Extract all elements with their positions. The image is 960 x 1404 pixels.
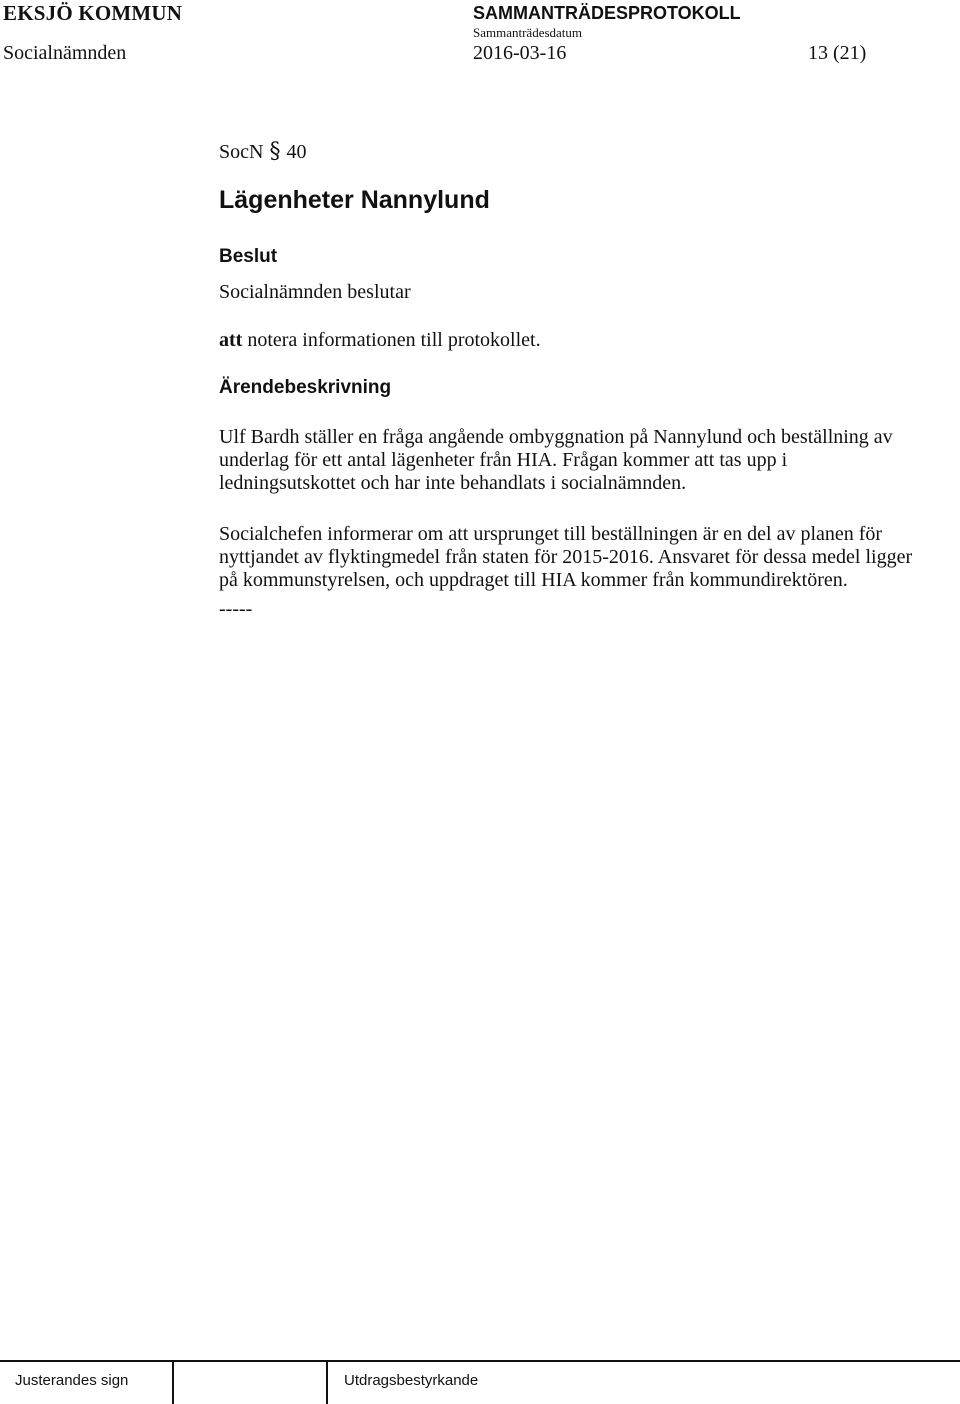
footer-divider <box>0 1360 960 1362</box>
section-ref-number: 40 <box>286 141 307 163</box>
decision-intro: Socialnämnden beslutar <box>219 281 411 303</box>
paragraph-line: på kommunstyrelsen, och uppdraget till HIA kommer från kommundirektören. <box>219 569 848 591</box>
footer-separator <box>326 1361 328 1404</box>
decision-heading: Beslut <box>219 246 278 267</box>
meeting-date: 2016-03-16 <box>473 42 567 64</box>
committee-name: Socialnämnden <box>3 42 127 64</box>
description-paragraph-2 <box>219 523 912 592</box>
decision-point <box>219 329 541 352</box>
section-ref-prefix: SocN <box>219 141 264 163</box>
document-type: SAMMANTRÄDESPROTOKOLL <box>473 3 741 23</box>
description-paragraph-1 <box>219 426 893 495</box>
footer-separator <box>172 1361 174 1404</box>
extract-certification-label: Utdragsbestyrkande <box>344 1372 479 1389</box>
description-heading: Ärendebeskrivning <box>219 377 392 398</box>
organization-name: EKSJÖ KOMMUN <box>3 1 183 25</box>
paragraph-line: Socialchefen informerar om att ursprunget till beställningen är en del av planen för <box>219 523 883 545</box>
paragraph-line: Ulf Bardh ställer en fråga angående ombyggnation på Nannylund och beställning av <box>219 426 893 448</box>
section-reference <box>219 139 306 164</box>
date-caption: Sammanträdesdatum <box>473 25 583 40</box>
decision-text: notera informationen till protokollet. <box>242 329 541 351</box>
paragraph-line: underlag för ett antal lägenheter från HIA. Frågan kommer att tas upp i <box>219 449 788 471</box>
end-mark: ----- <box>219 598 253 620</box>
paragraph-line: nyttjandet av flyktingmedel från staten för 2015-2016. Ansvaret för dessa medel ligger <box>219 546 913 568</box>
paragraph-line: ledningsutskottet och har inte behandlats i socialnämnden. <box>219 472 687 494</box>
item-title: Lägenheter Nannylund <box>219 186 490 214</box>
paragraph-sign: § <box>269 139 281 164</box>
decision-keyword: att <box>219 329 243 351</box>
page-number: 13 (21) <box>808 42 867 64</box>
justering-signature-label: Justerandes sign <box>15 1372 129 1389</box>
